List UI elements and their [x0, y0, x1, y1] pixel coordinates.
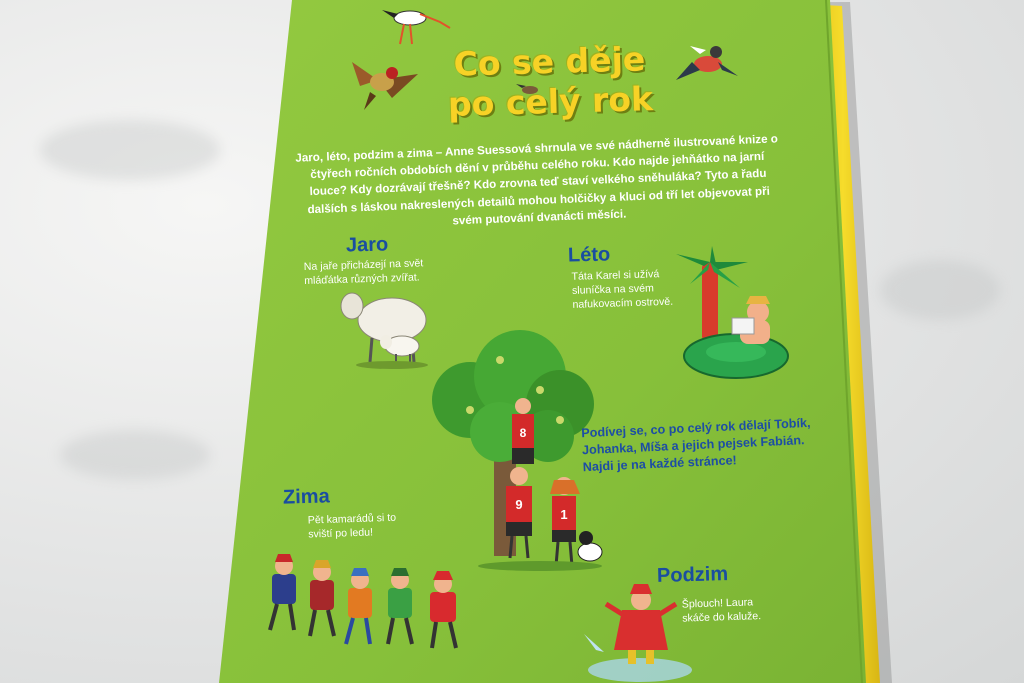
jersey-number: 8: [519, 426, 527, 440]
season-caption-podzim: Šplouch! Laura skáče do kaluže.: [681, 596, 762, 625]
season-heading-jaro: Jaro: [345, 233, 389, 257]
find-characters-text: Podívej se, co po celý rok dělají Tobík, Johanka, Míša a jejich pejsek Fabián. Najdi je na každé stránce!: [581, 415, 811, 475]
jersey-number: 1: [560, 507, 568, 522]
season-caption-zima: Pět kamarádů si to sviští po ledu!: [307, 511, 397, 541]
season-heading-leto: Léto: [567, 243, 611, 267]
season-heading-zima: Zima: [282, 485, 330, 509]
book-title-line: Co se děje: [453, 39, 646, 84]
book-title: [419, 38, 681, 125]
season-heading-podzim: Podzim: [656, 563, 729, 587]
season-caption-leto: Táta Karel si užívá sluníčka na svém nafukovacím ostrově.: [571, 268, 674, 311]
book-title-line: po celý rok: [447, 79, 654, 124]
jersey-number: 9: [515, 497, 523, 512]
intro-paragraph: Jaro, léto, podzim a zima – Anne Suessová shrnula ve své nádherně ilustrované knize o čtyřech ročních obdobích dění v průběhu celého roku. Kdo najde jehňátko na jarní louce? Kdy dozrávají třešně? Kdo zrovna teď staví velkého sněhuláka? Tyto a řadu dalších s láskou nakreslených detailů mohou holčičky a kluci od tří let objevovat při svém putování dvanácti měsíci.: [295, 132, 779, 228]
season-caption-jaro: Na jaře přicházejí na svět mláďátka různých zvířat.: [303, 257, 424, 288]
